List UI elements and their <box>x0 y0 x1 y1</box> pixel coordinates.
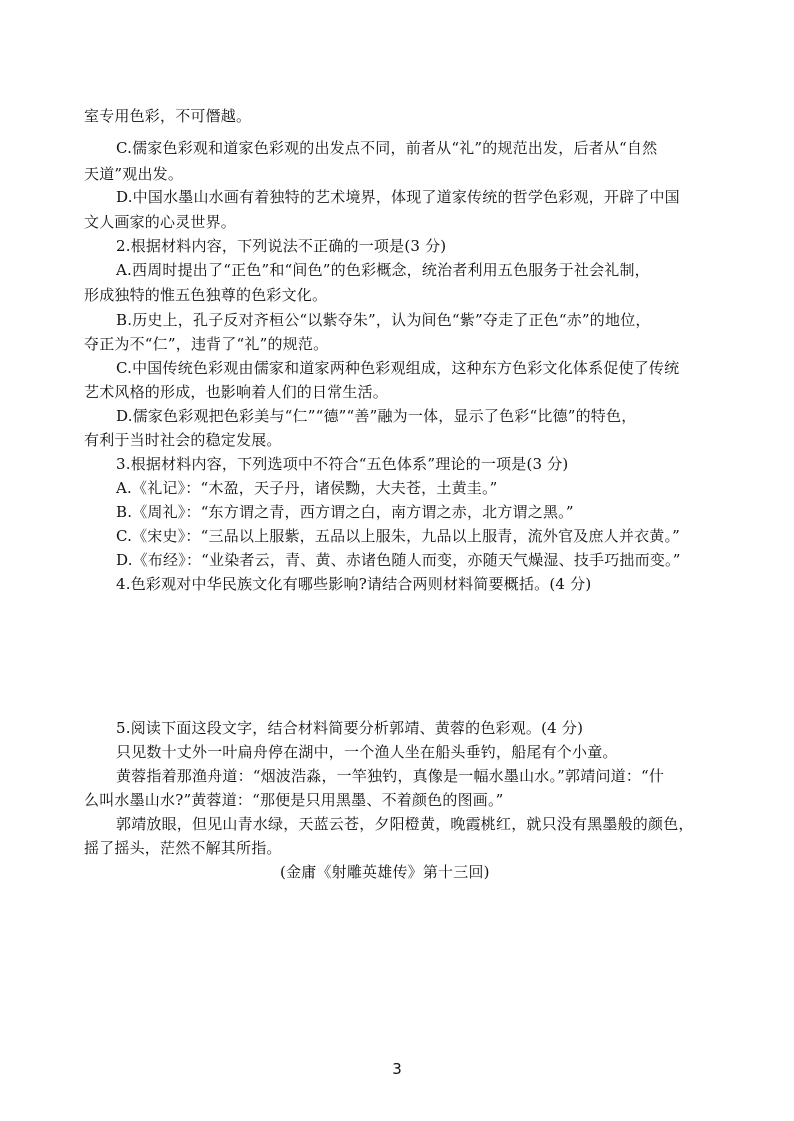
passage-line: 黄蓉指着那渔舟道：“烟波浩淼，一竿独钓，真像是一幅水墨山水。”郭靖问道：“什 <box>116 767 665 785</box>
option-b-text: B.历史上，孔子反对齐桓公“以紫夺朱”，认为间色“紫”夺走了正色“赤”的地位， <box>116 311 651 329</box>
question-3-title: 3.根据材料内容，下列选项中不符合“五色体系”理论的一项是(3 分) <box>116 455 569 473</box>
question-5-title: 5.阅读下面这段文字，结合材料简要分析郭靖、黄蓉的色彩观。(4 分) <box>116 719 584 737</box>
text-line: 形成独特的惟五色独尊的色彩文化。 <box>84 286 328 304</box>
passage-line: 摇了摇头，茫然不解其所指。 <box>84 839 282 857</box>
text-line: 艺术风格的形成，也影响着人们的日常生活。 <box>84 383 389 401</box>
text-line: 天道”观出发。 <box>84 165 184 183</box>
passage-line: 只见数十丈外一叶扁舟停在湖中，一个渔人坐在船头垂钓，船尾有个小童。 <box>116 743 618 761</box>
text-line: 有利于当时社会的稳定发展。 <box>84 431 282 449</box>
option-d-text: D.中国水墨山水画有着独特的艺术境界，体现了道家传统的哲学色彩观，开辟了中国 <box>116 188 680 206</box>
option-c-text: C.中国传统色彩观由儒家和道家两种色彩观组成，这种东方色彩文化体系促使了传统 <box>116 359 680 377</box>
option-a-text: A.《礼记》：“木盈，天子丹，诸侯黝，大夫苍，土黄圭。” <box>116 479 498 497</box>
source-caption: (金庸《射雕英雄传》第十三回) <box>280 863 490 881</box>
passage-line: 么叫水墨山水?”黄蓉道：“那便是只用黑墨、不着颜色的图画。” <box>84 791 504 809</box>
question-2-title: 2.根据材料内容，下列说法不正确的一项是(3 分) <box>116 237 447 255</box>
option-c-text: C.儒家色彩观和道家色彩观的出发点不同，前者从“礼”的规范出发，后者从“自然 <box>116 139 658 157</box>
passage-line: 郭靖放眼，但见山青水绿，天蓝云苍，夕阳橙黄，晚霞桃红，就只没有黑墨般的颜色， <box>116 815 694 833</box>
option-a-text: A.西周时提出了“正色”和“间色”的色彩概念，统治者利用五色服务于社会礼制， <box>116 261 650 279</box>
option-d-text: D.《布经》：“业染者云，青、黄、赤诸色随人而变，亦随天气燥湿、技手巧拙而变。” <box>116 551 681 569</box>
text-line: 夺正为不“仁”，违背了“礼”的规范。 <box>84 335 329 353</box>
question-4-title: 4.色彩观对中华民族文化有哪些影响?请结合两则材料简要概括。(4 分) <box>116 575 592 593</box>
text-line: 室专用色彩，不可僭越。 <box>84 107 252 125</box>
option-d-text: D.儒家色彩观把色彩美与“仁”“德”“善”融为一体，显示了色彩“比德”的特色， <box>116 407 637 425</box>
text-line: 文人画家的心灵世界。 <box>84 213 237 231</box>
option-c-text: C.《宋史》：“三品以上服紫，五品以上服朱，九品以上服青，流外官及庶人并衣黄。” <box>116 527 681 545</box>
page-number: 3 <box>392 1060 402 1078</box>
option-b-text: B.《周礼》：“东方谓之青，西方谓之白，南方谓之赤，北方谓之黑。” <box>116 503 574 521</box>
